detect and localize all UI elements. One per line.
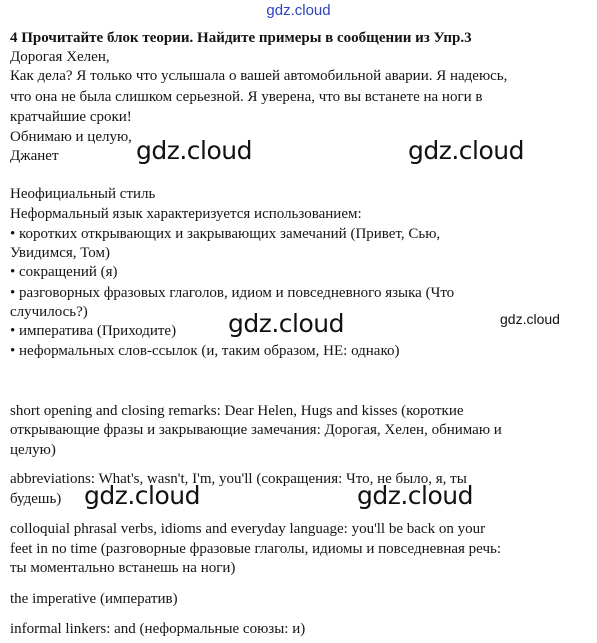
example-line: short opening and closing remarks: Dear Helen, Hugs and kisses (короткие <box>10 403 464 419</box>
theory-line: Неофициальный стиль <box>10 186 156 202</box>
watermark: gdz.cloud <box>136 136 253 165</box>
watermark: gdz.cloud <box>500 311 560 327</box>
theory-line: Увидимся, Том) <box>10 245 110 261</box>
letter-line: Как дела? Я только что услышала о вашей автомобильной аварии. Я надеюсь, <box>10 68 508 84</box>
letter-line: что она не была слишком серьезной. Я уверена, что вы встанете на ноги в <box>10 89 483 105</box>
letter-line: Джанет <box>10 148 59 164</box>
watermark: gdz.cloud <box>357 481 474 510</box>
theory-line: случилось?) <box>10 304 88 320</box>
letter-line: Дорогая Хелен, <box>10 49 110 65</box>
watermark-top: gdz.cloud <box>266 2 331 19</box>
example-line: colloquial phrasal verbs, idioms and everyday language: you'll be back on your <box>10 521 486 537</box>
watermark: gdz.cloud <box>228 309 345 338</box>
watermark: gdz.cloud <box>84 481 201 510</box>
example-line: abbreviations: What's, wasn't, I'm, you'll (сокращения: Что, не было, я, ты <box>10 471 467 487</box>
example-line: feet in no time (разговорные фразовые глаголы, идиомы и повседневная речь: <box>10 541 502 557</box>
theory-line: • неформальных слов-ссылок (и, таким образом, НЕ: однако) <box>10 343 400 359</box>
theory-line: Неформальный язык характеризуется использованием: <box>10 206 362 222</box>
theory-line: • коротких открывающих и закрывающих замечаний (Привет, Сью, <box>10 226 441 242</box>
theory-line: • разговорных фразовых глаголов, идиом и повседневного языка (Что <box>10 285 455 301</box>
example-line: the imperative (императив) <box>10 591 178 607</box>
example-line: открывающие фразы и закрывающие замечания: Дорогая, Хелен, обнимаю и <box>10 422 502 438</box>
task-heading: 4 Прочитайте блок теории. Найдите примеры в сообщении из Упр.3 <box>10 30 472 46</box>
watermark: gdz.cloud <box>408 136 525 165</box>
theory-line: • сокращений (я) <box>10 264 118 280</box>
example-line: ты моментально встанешь на ноги) <box>10 560 236 576</box>
example-line: целую) <box>10 442 56 458</box>
example-line: будешь) <box>10 491 62 507</box>
letter-line: Обнимаю и целую, <box>10 129 132 145</box>
theory-line: • императива (Приходите) <box>10 323 177 339</box>
example-line: informal linkers: and (неформальные союзы: и) <box>10 621 306 637</box>
letter-line: кратчайшие сроки! <box>10 109 132 125</box>
